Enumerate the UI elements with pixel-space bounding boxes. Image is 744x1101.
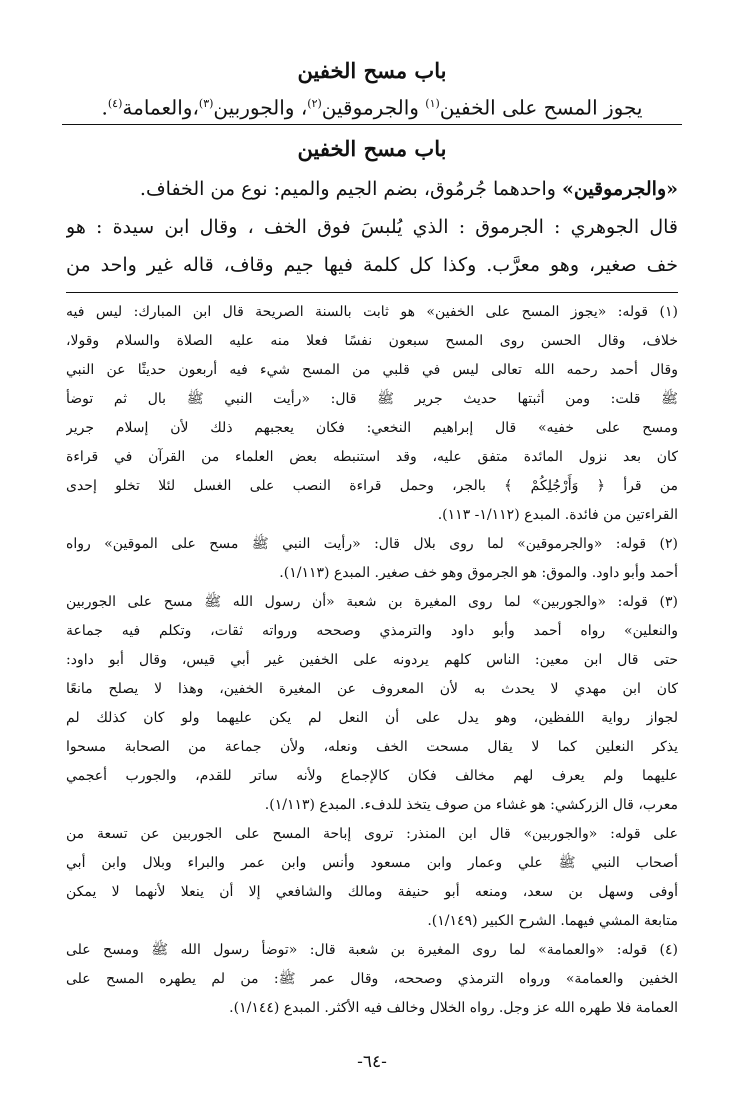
- sharh-line: [66, 170, 678, 208]
- matn-segment: .: [101, 95, 108, 120]
- footnote-line: (٣) قوله: «والجوربين» لما روى المغيرة بن شعبة «أن رسول الله ﷺ مسح على الجوربين: [66, 594, 678, 610]
- sharh-text: [66, 170, 678, 284]
- footnote-line: (١) قوله: «يجوز المسح على الخفين» هو ثابت بالسنة الصريحة قال ابن المبارك: ليس فيه: [66, 304, 678, 320]
- footnote-line: عليهما ولم يعرف لهم مخالف فكان كالإجماع ولأنه ساتر للقدم، والجورب أعجمي: [66, 768, 678, 784]
- footnote-line: يذكر النعلين كما لا يقال مسحت الخف ونعله، ولأن جماعة من الصحابة مسحوا: [66, 739, 678, 755]
- footnote-line: كان ابن مهدي لا يحدث به لأن المعروف عن المغيرة الخفين، وهذا لا يصلح مانعًا: [66, 681, 678, 697]
- sharh-line: خف صغير، وهو معرَّب. وكذا كل كلمة فيها جيم وقاف، قاله غير واحد من: [66, 254, 678, 276]
- footnote-marker: (٤): [107, 97, 123, 110]
- footnote-line: كان بعد نزول المائدة متفق عليه، وقد استنبطه بعض العلماء من القرآن في قراءة: [66, 449, 678, 465]
- footnote-line: على قوله: «والجوربين» قال ابن المنذر: تروى إباحة المسح على الجوربين عن تسعة من: [66, 826, 678, 842]
- footnote-line: لجواز رواية اللفظين، وهو يدل على أن النعل لم يكن عليهما ولو كان كذلك لم: [66, 710, 678, 726]
- sharh-line-text: واحدهما جُرمُوق، بضم الجيم والميم: نوع من الخفاف.: [139, 178, 562, 200]
- matn-segment: ، والجوربين: [213, 95, 308, 120]
- footnote-line: خلاف، وقال الحسن روى المسح سبعون نفسًا فعلا منه عليه الصلاة والسلام وقولا،: [66, 333, 678, 349]
- footnote-line: من قرأ ﴿ وَأَرْجُلِكُمْ ﴾ بالجر، وحمل قراءة النصب على الغسل لئلا تخلو إحدى: [66, 478, 678, 494]
- matn-segment: والجرموقين: [321, 95, 426, 120]
- footnotes: [66, 298, 678, 1023]
- footnote-line: وقال أحمد رحمه الله تعالى ليس في قلبي من المسح شيء فيه أربعون حديثًا عن النبي: [66, 362, 678, 378]
- footnote-line: القراءتين من فائدة. المبدع (١/١١٢- ١١٣).: [437, 507, 678, 523]
- matn-divider: [62, 124, 682, 125]
- footnote-line: أوفى وسهل بن سعد، ومنعه أبو حنيفة ومالك والشافعي إلا أن ينعلا لأنهما لا يمكن: [66, 884, 678, 900]
- footnote-line: حتى قال ابن معين: الناس كلهم يردونه على الخفين غير أبي قيس، وقال أبو داود:: [66, 652, 678, 668]
- chapter-title: باب مسح الخفين: [297, 58, 447, 83]
- sharh-line: قال الجوهري : الجرموق : الذي يُلبسَ فوق الخف ، وقال ابن سيدة : هو: [66, 216, 678, 238]
- sharh-keyword: «والجرموقين»: [561, 178, 678, 200]
- footnote-line: الخفين والعمامة» ورواه الترمذي وصححه، وقال عمر ﷺ: من لم يطهره المسح على: [66, 971, 678, 987]
- footnote-marker: (٣): [198, 97, 214, 110]
- matn-segment: يجوز المسح على الخفين: [439, 95, 643, 120]
- footnote-line: أحمد وأبو داود. والموق: هو الجرموق وهو خف صغير. المبدع (١/١١٣).: [279, 565, 678, 581]
- footnote-marker: (١): [425, 97, 440, 110]
- footnote-line: متابعة المشي فيهما. الشرح الكبير (١/١٤٩).: [427, 913, 678, 929]
- footnote-separator: [66, 292, 678, 293]
- footnote-line: والنعلين» رواه أحمد وأبو داود والترمذي وصححه ورواته ثقات، وتكلم فيه جماعة: [66, 623, 678, 639]
- footnote-line: ﷺ قلت: ومن أثبتها حديث جرير ﷺ قال: «رأيت النبي ﷺ بال ثم توضأ: [66, 391, 678, 407]
- page-number: -٦٤-: [357, 1052, 387, 1072]
- footnote-line: (٤) قوله: «والعمامة» لما روى المغيرة بن شعبة قال: «توضأ رسول الله ﷺ ومسح على: [66, 942, 678, 958]
- matn-text: [64, 88, 680, 124]
- sharh-title: باب مسح الخفين: [297, 136, 447, 161]
- matn-segment: ،والعمامة: [122, 95, 199, 120]
- footnote-line: العمامة فلا طهره الله عز وجل. رواه الخلال وخالف فيه الأكثر. المبدع (١/١٤٤).: [229, 1000, 678, 1016]
- footnote-line: أصحاب النبي ﷺ علي وعمار وابن مسعود وأنس وابن عمر والبراء وبلال وابن أبي: [66, 855, 678, 871]
- footnote-line: (٢) قوله: «والجرموقين» لما روى بلال قال: «رأيت النبي ﷺ مسح على الموقين» رواه: [66, 536, 678, 552]
- footnote-line: ومسح على خفيه» قال إبراهيم النخعي: فكان يعجبهم ذلك لأن إسلام جرير: [66, 420, 678, 436]
- footnote-marker: (٢): [307, 97, 322, 110]
- footnote-line: معرب، قال الزركشي: هو غشاء من صوف يتخذ للدفء. المبدع (١/١١٣).: [264, 797, 678, 813]
